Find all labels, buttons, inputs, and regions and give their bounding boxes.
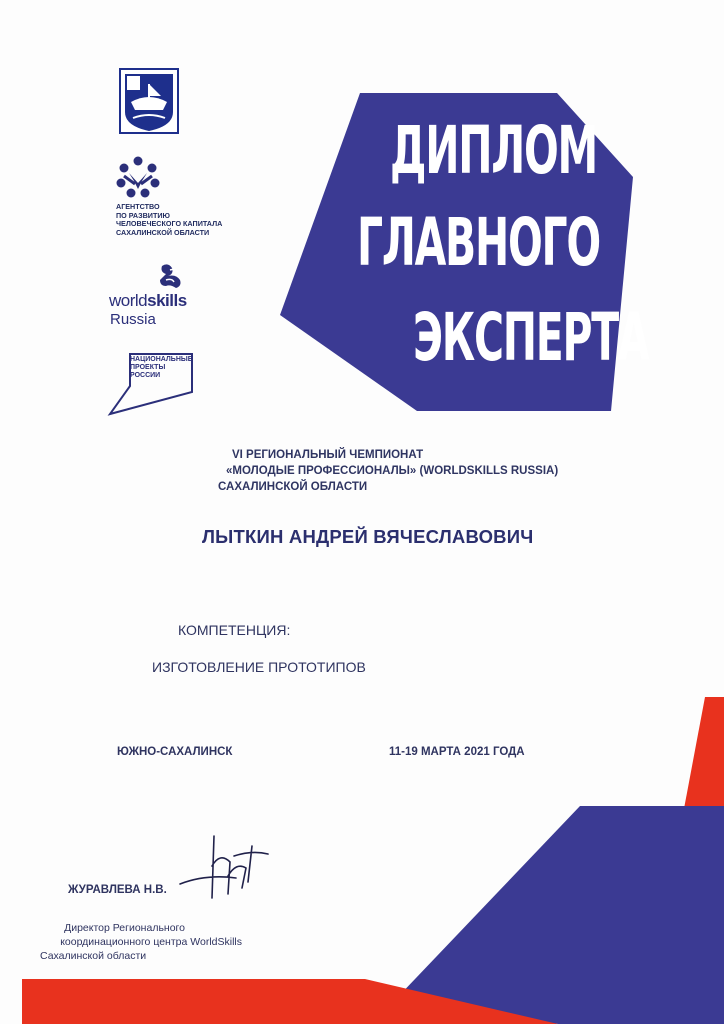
recipient-name: ЛЫТКИН АНДРЕЙ ВЯЧЕСЛАВОВИЧ (202, 526, 534, 547)
title-line-3: ЭКСПЕРТА (413, 299, 649, 376)
worldskills-wordmark: worldskills (109, 291, 187, 310)
competence-value: ИЗГОТОВЛЕНИЕ ПРОТОТИПОВ (152, 659, 366, 675)
signer-name: ЖУРАВЛЕВА Н.В. (68, 884, 167, 896)
agency-name: АГЕНТСТВО ПО РАЗВИТИЮ ЧЕЛОВЕЧЕСКОГО КАПИТАЛА САХАЛИНСКОЙ ОБЛАСТИ (116, 202, 223, 237)
agency-people-icon (115, 156, 161, 198)
event-date: 11-19 МАРТА 2021 ГОДА (389, 746, 525, 758)
city: ЮЖНО-САХАЛИНСК (117, 746, 233, 758)
signer-role: Директор Регионального координационного центра WorldSkills Сахалинской области (40, 922, 242, 962)
navy-corner-shape (395, 806, 724, 1024)
worldskills-sub: Russia (110, 311, 156, 328)
championship-title: VI РЕГИОНАЛЬНЫЙ ЧЕМПИОНАТ «МОЛОДЫЕ ПРОФЕССИОНАЛЫ» (WORLDSKILLS RUSSIA) САХАЛИНСКОЙ ОБЛАСТИ (218, 449, 559, 493)
title-line-1: ДИПЛОМ (390, 112, 597, 189)
coat-of-arms-icon (119, 68, 179, 134)
competence-label: КОМПЕТЕНЦИЯ: (178, 622, 291, 638)
signature-icon (176, 832, 276, 902)
worldskills-figure-icon (156, 262, 184, 290)
title-line-2: ГЛАВНОГО (357, 204, 600, 281)
national-projects-text: НАЦИОНАЛЬНЫЕ ПРОЕКТЫ РОССИИ (130, 356, 193, 379)
